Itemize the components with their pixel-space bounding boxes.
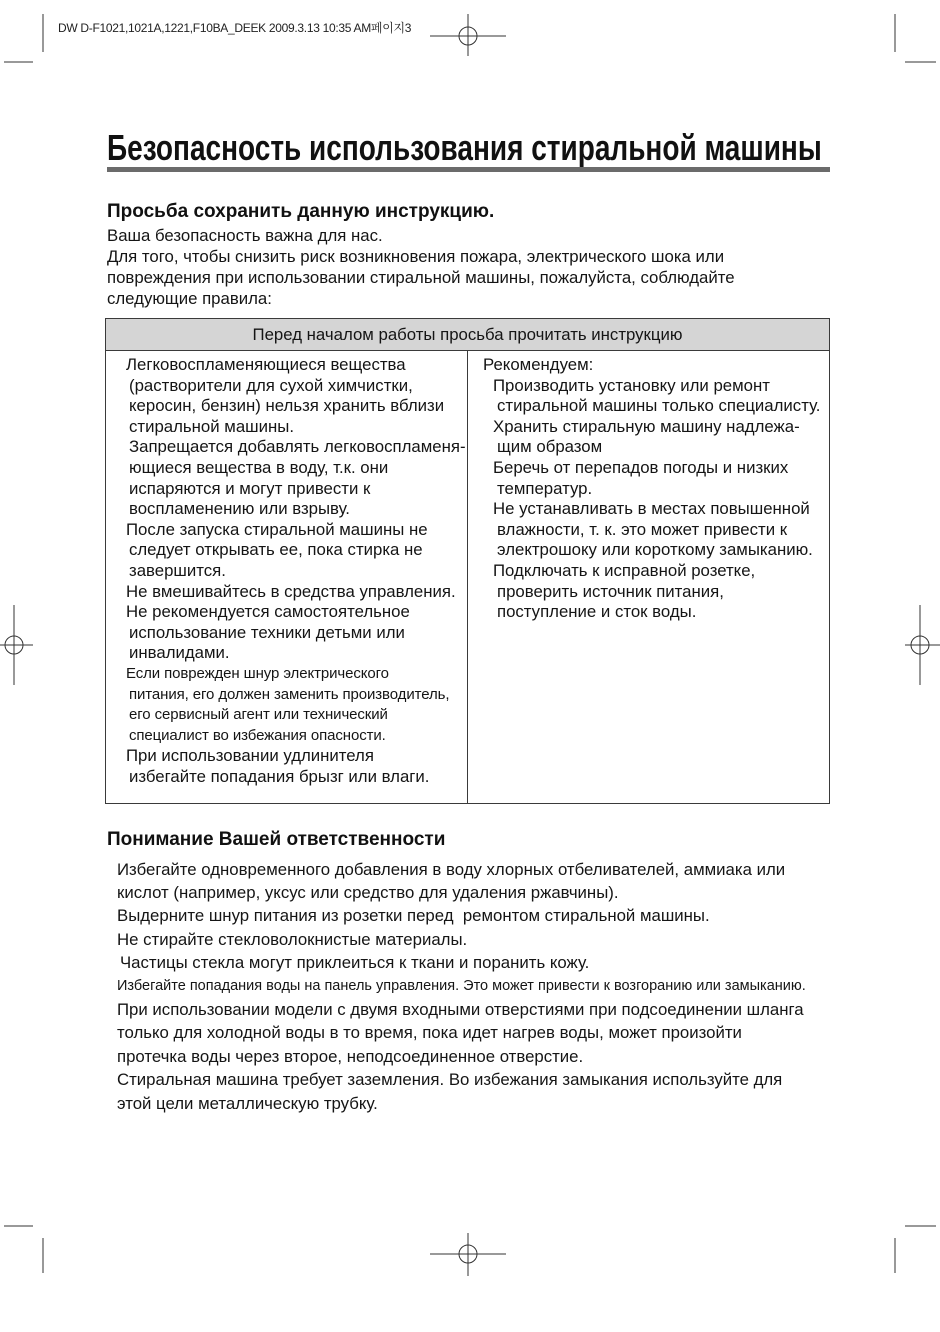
responsibility-line: Частицы стекла могут приклеиться к ткани и поранить кожу.: [120, 953, 590, 973]
responsibility-line: только для холодной воды в то время, пока идет нагрев воды, может произойти: [117, 1023, 742, 1043]
warning-line: Не рекомендуется самостоятельное: [126, 602, 410, 622]
recommendation-line: проверить источник питания,: [497, 581, 724, 601]
warning-line: После запуска стиральной машины не: [126, 519, 428, 539]
crop-mark-top-left: [4, 14, 43, 62]
warning-line: керосин, бензин) нельзя хранить вблизи: [129, 396, 445, 416]
recommendation-line: Производить установку или ремонт: [493, 375, 770, 395]
print-slug: DW D-F1021,1021A,1221,F10BA_DEEK 2009.3.13 10:35 AM페이지3: [58, 21, 412, 35]
warning-line: ющиеся вещества в воду, т.к. они: [129, 457, 389, 477]
warning-line-fine-print: питания, его должен заменить производитель,: [129, 685, 450, 703]
responsibility-line: протечка воды через второе, неподсоединенное отверстие.: [117, 1046, 584, 1066]
responsibility-line: Не стирайте стекловолокнистые материалы.: [117, 929, 468, 949]
responsibility-line: Выдерните шнур питания из розетки перед ремонтом стиральной машины.: [117, 906, 710, 926]
registration-mark-bottom: [430, 1233, 506, 1276]
intro-line: следующие правила:: [107, 289, 272, 308]
warning-line: Не вмешивайтесь в средства управления.: [126, 581, 456, 601]
recommendation-line: Подключать к исправной розетке,: [493, 560, 756, 580]
responsibility-line: Избегайте одновременного добавления в воду хлорных отбеливателей, аммиака или: [117, 859, 786, 879]
responsibility-line: кислот (например, уксус или средство для удаления ржавчины).: [117, 882, 619, 902]
responsibility-line-fine-print: Избегайте попадания воды на панель управления. Это может привести к возгоранию или замыканию.: [117, 977, 806, 994]
title-rule: [107, 167, 830, 172]
recommendation-line: Хранить стиральную машину надлежа-: [493, 416, 800, 436]
recommendation-line: щим образом: [497, 437, 603, 457]
table-right-column: [483, 355, 823, 623]
warning-line: стиральной машины.: [129, 416, 294, 436]
table-header: Перед началом работы просьба прочитать инструкцию: [106, 319, 829, 351]
warning-line: Запрещается добавлять легковоспламеня-: [129, 437, 466, 457]
responsibility-line: Стиральная машина требует заземления. Во избежания замыкания используйте для: [117, 1070, 783, 1090]
recommendation-line: температур.: [497, 478, 593, 498]
intro-line: повреждения при использовании стиральной машины, пожалуйста, соблюдайте: [107, 268, 735, 287]
warning-line: Легковоспламеняющиеся вещества: [126, 355, 406, 374]
intro-line: Ваша безопасность важна для нас.: [107, 226, 383, 245]
warning-line-fine-print: специалист во избежания опасности.: [129, 726, 386, 744]
warning-line-fine-print: его сервисный агент или технический: [129, 706, 388, 724]
recommendation-line: стиральной машины только специалисту.: [497, 396, 821, 416]
warning-line: инвалидами.: [129, 643, 230, 663]
warning-line: использование техники детьми или: [129, 622, 405, 642]
warning-line: завершится.: [129, 560, 226, 580]
warning-line: следует открывать ее, пока стирка не: [129, 540, 423, 560]
registration-mark-right: [905, 605, 940, 685]
registration-mark-left: [0, 605, 33, 685]
recommendation-line: Беречь от перепадов погоды и низких: [493, 457, 789, 477]
table-left-column: [106, 355, 467, 787]
recommendation-line: Не устанавливать в местах повышенной: [493, 499, 810, 519]
crop-mark-bottom-right: [895, 1226, 936, 1273]
registration-mark-top: [430, 14, 506, 56]
crop-mark-top-right: [895, 14, 936, 62]
crop-mark-bottom-left: [4, 1226, 43, 1273]
responsibility-line: этой цели металлическую трубку.: [117, 1093, 378, 1113]
section-heading-responsibility: Понимание Вашей ответственности: [107, 828, 446, 850]
recommendation-line: поступление и сток воды.: [497, 602, 697, 622]
intro-line: Для того, чтобы снизить риск возникновения пожара, электрического шока или: [107, 247, 725, 266]
responsibility-list: [117, 858, 806, 1115]
recommendation-line: электрошоку или короткому замыканию.: [497, 540, 813, 560]
responsibility-line: При использовании модели с двумя входными отверстиями при подсоединении шланга: [117, 999, 804, 1019]
section-heading-keep-instructions: Просьба сохранить данную инструкцию.: [107, 200, 495, 222]
warning-line: избегайте попадания брызг или влаги.: [129, 766, 430, 786]
warning-line: (растворители для сухой химчистки,: [129, 375, 413, 395]
intro-paragraph: [107, 225, 735, 309]
warning-line: При использовании удлинителя: [126, 746, 374, 766]
safety-table: [105, 318, 830, 804]
page-title: Безопасность использования стиральной машины: [107, 126, 822, 168]
recommendations-heading: Рекомендуем:: [483, 355, 594, 374]
warning-line: испаряются и могут привести к: [129, 478, 371, 498]
warning-line: воспламенению или взрыву.: [129, 499, 350, 519]
recommendation-line: влажности, т. к. это может привести к: [497, 519, 788, 539]
column-divider: [467, 351, 468, 803]
warning-line-fine-print: Если поврежден шнур электрического: [126, 664, 389, 682]
